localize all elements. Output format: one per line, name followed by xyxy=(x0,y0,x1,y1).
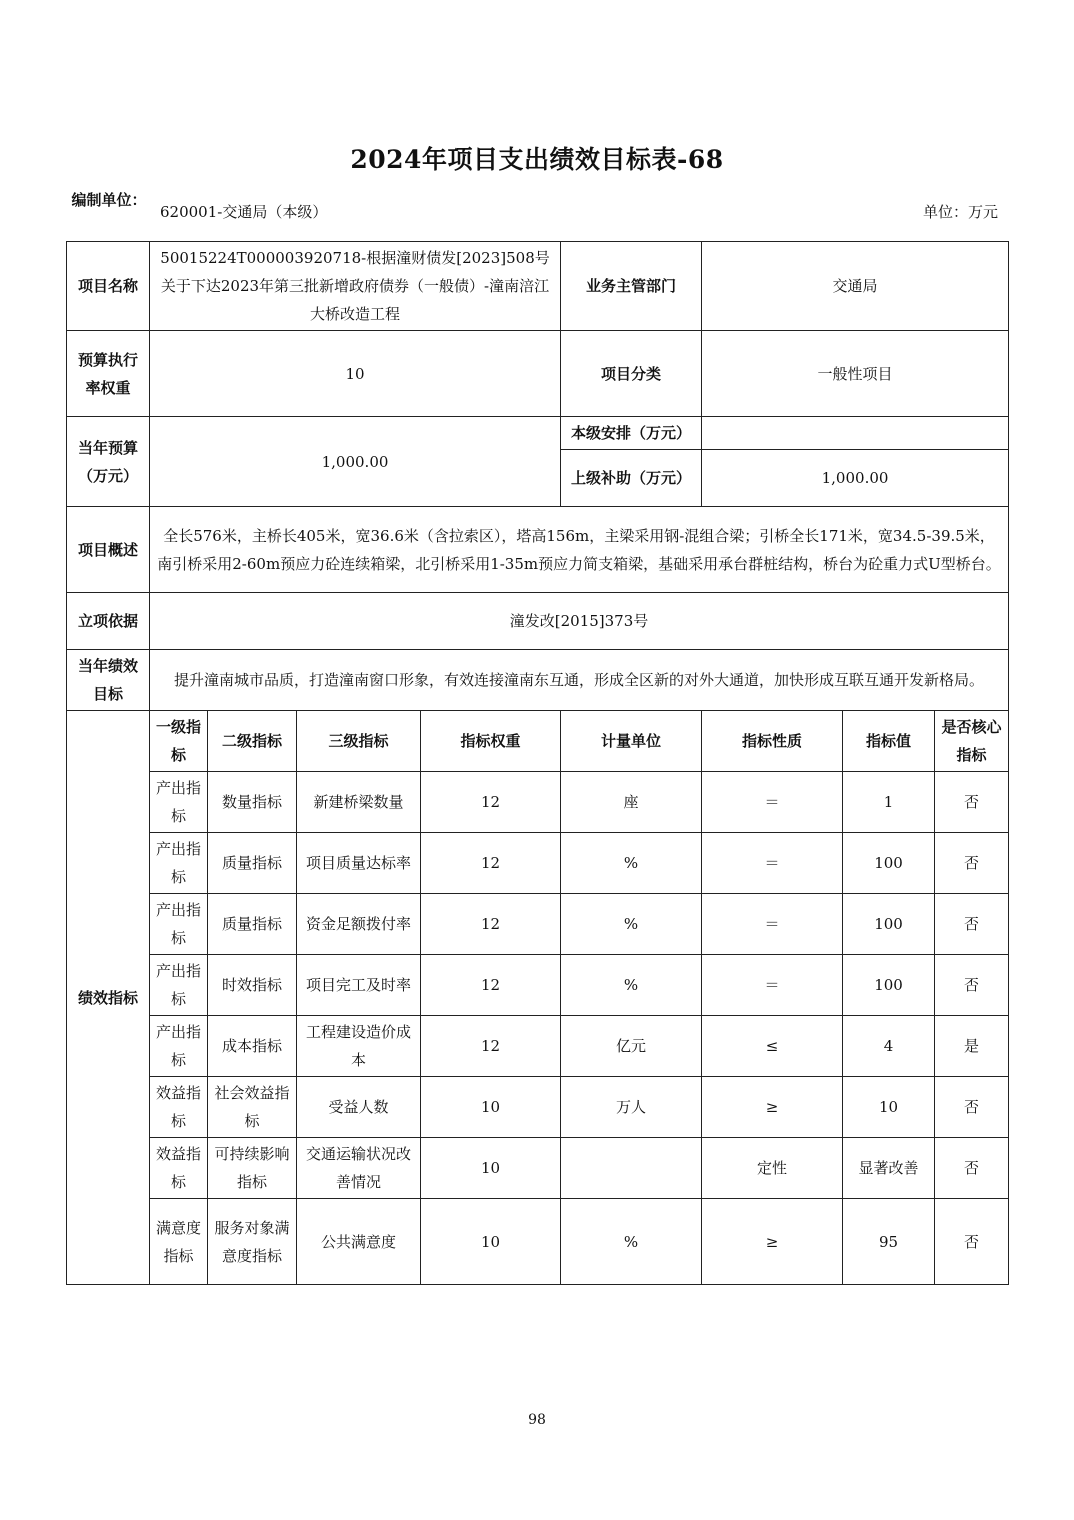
indicator-weight: 12 xyxy=(421,955,561,1016)
indicator-value: 4 xyxy=(843,1016,935,1077)
indicator-weight: 12 xyxy=(421,772,561,833)
table-row xyxy=(67,1199,1009,1285)
indicator-level2: 质量指标 xyxy=(208,894,297,955)
indicator-nature: ≥ xyxy=(702,1077,843,1138)
header-nature: 指标性质 xyxy=(702,711,843,772)
local-value xyxy=(702,417,1009,450)
indicator-core: 否 xyxy=(935,1077,1009,1138)
page-title: 2024年项目支出绩效目标表-68 xyxy=(350,145,724,174)
indicator-unit: % xyxy=(561,955,702,1016)
indicator-core: 是 xyxy=(935,1016,1009,1077)
indicator-unit xyxy=(561,1138,702,1199)
upper-value: 1,000.00 xyxy=(702,450,1009,507)
indicator-level2: 数量指标 xyxy=(208,772,297,833)
indicator-nature: 定性 xyxy=(702,1138,843,1199)
row-goal xyxy=(67,650,1009,711)
overview-value: 全长576米，主桥长405米，宽36.6米（含拉索区），塔高156m，主梁采用钢-混组合梁；引桥全长171米，宽34.5-39.5米，南引桥采用2-60m预应力砼连续箱梁，北引桥采用1-35m预应力简支箱梁，基础采用承台群桩结构，桥台为砼重力式U型桥台。 xyxy=(150,507,1009,593)
header-level1: 一级指标 xyxy=(150,711,208,772)
goal-value: 提升潼南城市品质，打造潼南窗口形象，有效连接潼南东互通，形成全区新的对外大通道，加快形成互联互通开发新格局。 xyxy=(150,650,1009,711)
org-value: 620001-交通局（本级） xyxy=(160,203,328,221)
dept-label: 业务主管部门 xyxy=(561,242,702,331)
overview-label: 项目概述 xyxy=(67,507,150,593)
indicator-core: 否 xyxy=(935,833,1009,894)
row-budget xyxy=(67,417,1009,450)
indicator-core: 否 xyxy=(935,772,1009,833)
indicator-weight: 10 xyxy=(421,1077,561,1138)
row-indicator-header xyxy=(67,711,1009,772)
indicator-nature: ＝ xyxy=(702,833,843,894)
indicator-nature: ＝ xyxy=(702,894,843,955)
row-overview xyxy=(67,507,1009,593)
indicator-level2: 服务对象满意度指标 xyxy=(208,1199,297,1285)
indicator-value: 10 xyxy=(843,1077,935,1138)
indicator-section-label: 绩效指标 xyxy=(67,711,150,1285)
goal-label: 当年绩效目标 xyxy=(67,650,150,711)
indicator-value: 100 xyxy=(843,833,935,894)
indicator-level1: 效益指标 xyxy=(150,1077,208,1138)
unit-label: 单位：万元 xyxy=(922,203,998,221)
category-value: 一般性项目 xyxy=(702,331,1009,417)
exec-rate-label: 预算执行率权重 xyxy=(67,331,150,417)
indicator-unit: % xyxy=(561,833,702,894)
indicator-level1: 产出指标 xyxy=(150,833,208,894)
indicator-core: 否 xyxy=(935,894,1009,955)
indicator-level3: 项目质量达标率 xyxy=(297,833,421,894)
row-basis xyxy=(67,593,1009,650)
indicator-core: 否 xyxy=(935,1199,1009,1285)
indicator-level1: 产出指标 xyxy=(150,894,208,955)
indicator-level3: 项目完工及时率 xyxy=(297,955,421,1016)
basis-value: 潼发改[2015]373号 xyxy=(150,593,1009,650)
table-row xyxy=(67,1077,1009,1138)
header-level2: 二级指标 xyxy=(208,711,297,772)
row-exec-rate xyxy=(67,331,1009,417)
page-number: 98 xyxy=(528,1412,546,1428)
org-label: 编制单位： xyxy=(71,191,147,209)
indicator-level2: 社会效益指标 xyxy=(208,1077,297,1138)
table-row xyxy=(67,1016,1009,1077)
indicator-nature: ＝ xyxy=(702,772,843,833)
indicator-level3: 交通运输状况改善情况 xyxy=(297,1138,421,1199)
indicator-unit: 亿元 xyxy=(561,1016,702,1077)
indicator-nature: ＝ xyxy=(702,955,843,1016)
indicator-level3: 资金足额拨付率 xyxy=(297,894,421,955)
indicator-nature: ≥ xyxy=(702,1199,843,1285)
header-weight: 指标权重 xyxy=(421,711,561,772)
header-value: 指标值 xyxy=(843,711,935,772)
indicator-weight: 10 xyxy=(421,1199,561,1285)
indicator-level3: 公共满意度 xyxy=(297,1199,421,1285)
header-unit: 计量单位 xyxy=(561,711,702,772)
indicator-nature: ≤ xyxy=(702,1016,843,1077)
performance-table xyxy=(66,241,1009,1285)
table-row xyxy=(67,772,1009,833)
project-name-label: 项目名称 xyxy=(67,242,150,331)
indicator-level2: 成本指标 xyxy=(208,1016,297,1077)
indicator-level1: 满意度指标 xyxy=(150,1199,208,1285)
indicator-weight: 10 xyxy=(421,1138,561,1199)
table-row xyxy=(67,1138,1009,1199)
indicator-level1: 产出指标 xyxy=(150,1016,208,1077)
indicator-value: 100 xyxy=(843,955,935,1016)
indicator-level3: 新建桥梁数量 xyxy=(297,772,421,833)
indicator-level3: 工程建设造价成本 xyxy=(297,1016,421,1077)
basis-label: 立项依据 xyxy=(67,593,150,650)
indicator-level1: 效益指标 xyxy=(150,1138,208,1199)
indicator-level2: 可持续影响指标 xyxy=(208,1138,297,1199)
table-row xyxy=(67,894,1009,955)
budget-label: 当年预算（万元） xyxy=(67,417,150,507)
row-project-name xyxy=(67,242,1009,331)
indicator-value: 95 xyxy=(843,1199,935,1285)
project-name-value: 50015224T000003920718-根据潼财债发[2023]508号关于下达2023年第三批新增政府债券（一般债）-潼南涪江大桥改造工程 xyxy=(150,242,561,331)
indicator-core: 否 xyxy=(935,955,1009,1016)
indicator-unit: 座 xyxy=(561,772,702,833)
budget-value: 1,000.00 xyxy=(150,417,561,507)
indicator-weight: 12 xyxy=(421,894,561,955)
dept-value: 交通局 xyxy=(702,242,1009,331)
indicator-value: 100 xyxy=(843,894,935,955)
indicator-value: 显著改善 xyxy=(843,1138,935,1199)
indicator-unit: % xyxy=(561,1199,702,1285)
indicator-unit: 万人 xyxy=(561,1077,702,1138)
upper-label: 上级补助（万元） xyxy=(561,450,702,507)
indicator-core: 否 xyxy=(935,1138,1009,1199)
indicator-weight: 12 xyxy=(421,1016,561,1077)
table-row xyxy=(67,955,1009,1016)
header-core: 是否核心指标 xyxy=(935,711,1009,772)
exec-rate-value: 10 xyxy=(150,331,561,417)
indicator-unit: % xyxy=(561,894,702,955)
header-level3: 三级指标 xyxy=(297,711,421,772)
indicator-value: 1 xyxy=(843,772,935,833)
category-label: 项目分类 xyxy=(561,331,702,417)
indicator-level2: 时效指标 xyxy=(208,955,297,1016)
indicator-level2: 质量指标 xyxy=(208,833,297,894)
indicator-level1: 产出指标 xyxy=(150,955,208,1016)
indicator-level1: 产出指标 xyxy=(150,772,208,833)
table-row xyxy=(67,833,1009,894)
local-label: 本级安排（万元） xyxy=(561,417,702,450)
indicator-weight: 12 xyxy=(421,833,561,894)
indicator-level3: 受益人数 xyxy=(297,1077,421,1138)
